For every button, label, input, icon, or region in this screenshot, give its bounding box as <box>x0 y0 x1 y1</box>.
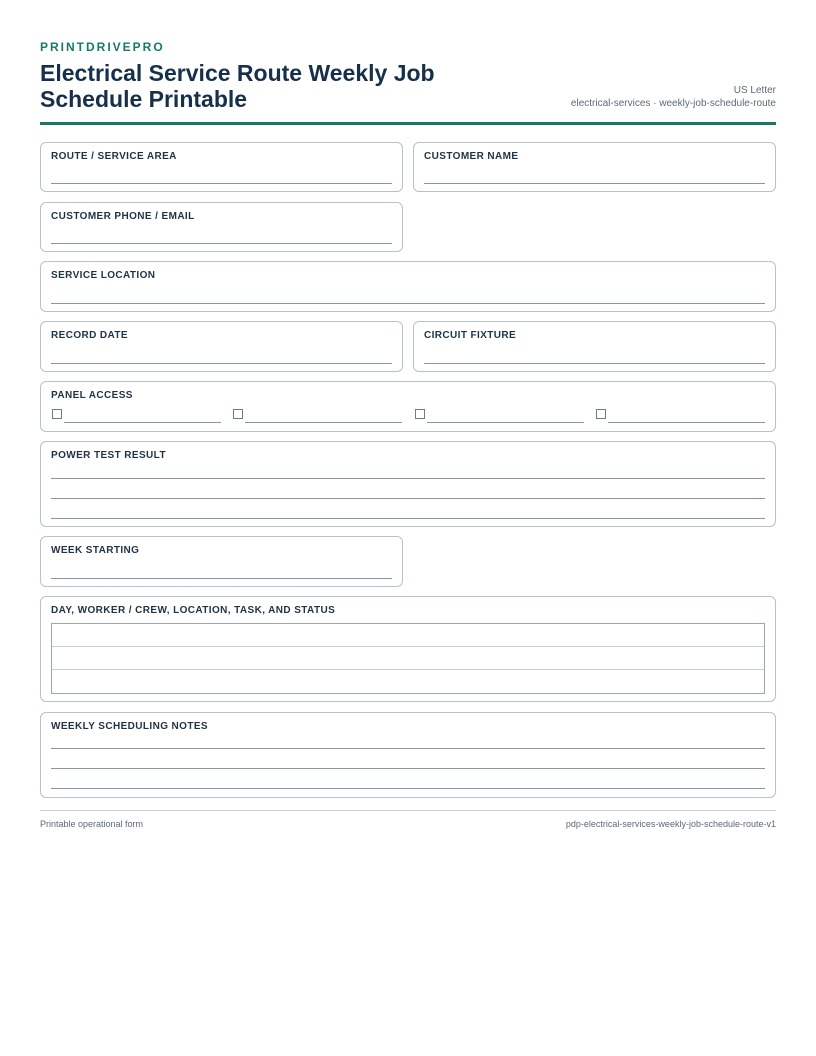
panel-access-option-line-1[interactable] <box>64 422 221 423</box>
circuit-fixture-label: CIRCUIT FIXTURE <box>424 330 517 341</box>
week-starting-field[interactable] <box>40 536 403 587</box>
weekly-notes-field[interactable] <box>40 712 776 798</box>
week-starting-label: WEEK STARTING <box>51 545 140 556</box>
customer-contact-input-line[interactable] <box>51 243 392 244</box>
power-test-line-2[interactable] <box>51 498 765 499</box>
panel-access-checkbox-2[interactable] <box>233 409 243 419</box>
panel-access-checkbox-1[interactable] <box>52 409 62 419</box>
customer-name-label: CUSTOMER NAME <box>424 151 519 162</box>
schedule-table <box>51 623 765 694</box>
customer-name-input-line[interactable] <box>424 183 765 184</box>
power-test-label: POWER TEST RESULT <box>51 450 166 461</box>
table-row[interactable] <box>52 647 764 670</box>
circuit-fixture-input-line[interactable] <box>424 363 765 364</box>
route-label: ROUTE / SERVICE AREA <box>51 151 177 162</box>
table-row[interactable] <box>52 670 764 693</box>
record-date-field[interactable] <box>40 321 403 372</box>
page-title: Electrical Service Route Weekly Job Schedule Printable <box>40 60 435 112</box>
footer-form-id: pdp-electrical-services-weekly-job-schedule-route-v1 <box>565 819 776 829</box>
circuit-fixture-field[interactable] <box>413 321 776 372</box>
power-test-field[interactable] <box>40 441 776 527</box>
route-field[interactable] <box>40 142 403 192</box>
document-meta <box>571 84 776 112</box>
document-tags: electrical-services · weekly-job-schedule-route <box>570 98 776 109</box>
service-location-field[interactable] <box>40 261 776 312</box>
power-test-line-3[interactable] <box>51 518 765 519</box>
panel-access-checkbox-3[interactable] <box>415 409 425 419</box>
panel-access-label: PANEL ACCESS <box>51 390 133 401</box>
service-location-label: SERVICE LOCATION <box>51 270 156 281</box>
power-test-line-1[interactable] <box>51 478 765 479</box>
schedule-table-label: DAY, WORKER / CREW, LOCATION, TASK, AND STATUS <box>51 605 336 616</box>
table-row[interactable] <box>52 624 764 647</box>
panel-access-option-line-3[interactable] <box>427 422 584 423</box>
service-location-input-line[interactable] <box>51 303 765 304</box>
weekly-notes-label: WEEKLY SCHEDULING NOTES <box>51 721 208 732</box>
panel-access-option-line-4[interactable] <box>608 422 765 423</box>
customer-contact-label: CUSTOMER PHONE / EMAIL <box>51 211 195 222</box>
weekly-notes-line-1[interactable] <box>51 748 765 749</box>
customer-contact-field[interactable] <box>40 202 403 252</box>
customer-name-field[interactable] <box>413 142 776 192</box>
weekly-notes-line-2[interactable] <box>51 768 765 769</box>
record-date-input-line[interactable] <box>51 363 392 364</box>
week-starting-input-line[interactable] <box>51 578 392 579</box>
paper-size: US Letter <box>733 85 776 96</box>
panel-access-option-line-2[interactable] <box>245 422 402 423</box>
panel-access-field <box>40 381 776 432</box>
record-date-label: RECORD DATE <box>51 330 128 341</box>
route-input-line[interactable] <box>51 183 392 184</box>
footer-left-text: Printable operational form <box>40 819 144 829</box>
panel-access-checkbox-4[interactable] <box>596 409 606 419</box>
weekly-notes-line-3[interactable] <box>51 788 765 789</box>
brand-name: PRINTDRIVEPRO <box>40 40 165 54</box>
schedule-table-section <box>40 596 776 702</box>
footer-divider <box>40 810 776 811</box>
header <box>40 60 776 125</box>
